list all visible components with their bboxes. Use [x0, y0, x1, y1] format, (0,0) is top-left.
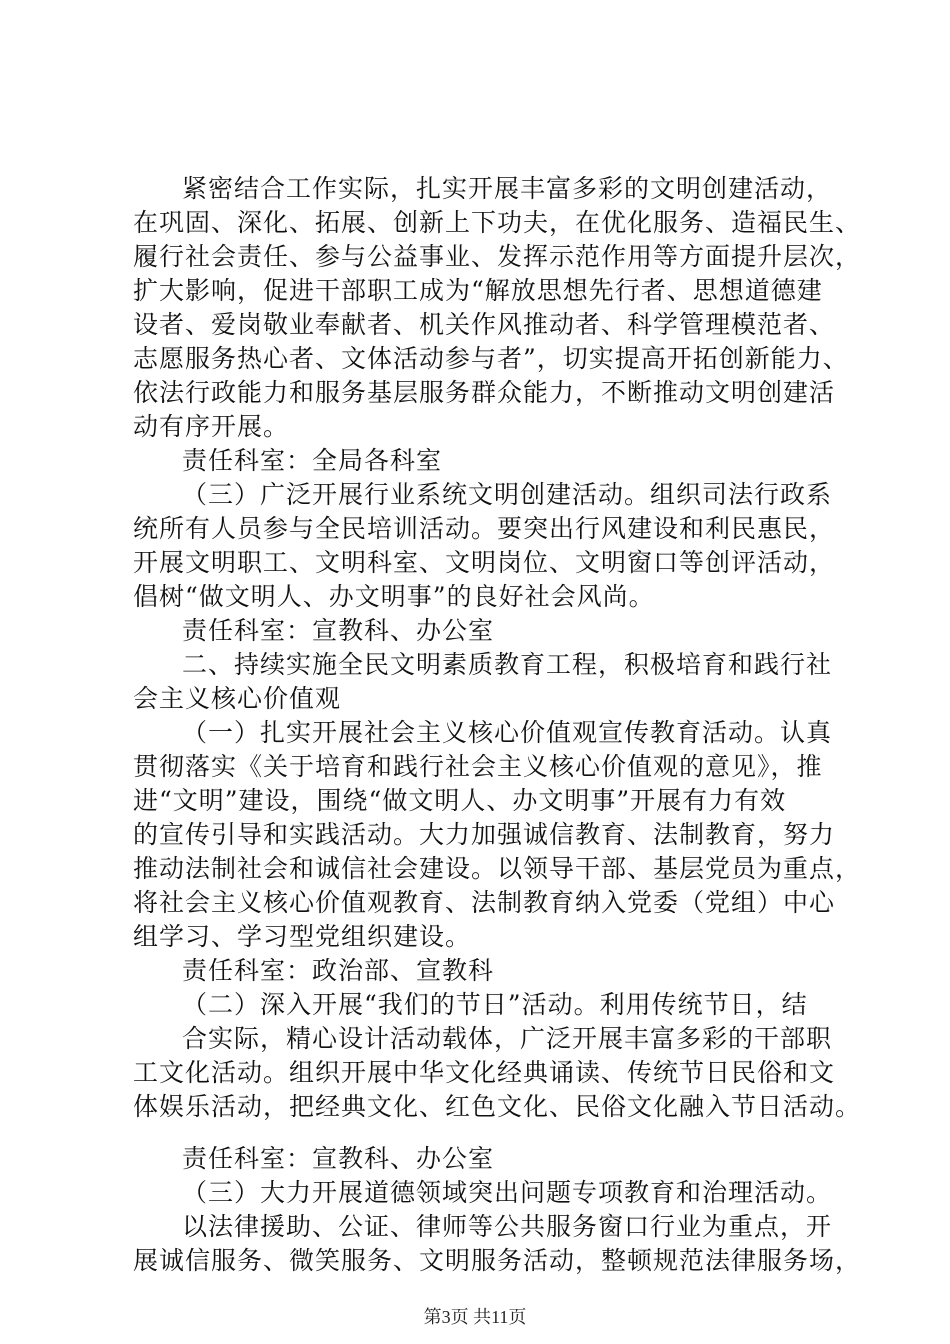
responsibility-line: 责任科室：政治部、宣教科 — [182, 956, 495, 985]
text-line: 依法行政能力和服务基层服务群众能力，不断推动文明创建活 — [133, 378, 836, 407]
section-heading: 二、持续实施全民文明素质教育工程，积极培育和践行社 — [182, 650, 833, 679]
text-line: 进“文明”建设，围绕“做文明人、办文明事”开展有力有效 — [133, 786, 787, 815]
responsibility-line: 责任科室：宣教科、办公室 — [182, 1144, 495, 1173]
text-line: 统所有人员参与全民培训活动。要突出行风建设和利民惠民， — [133, 514, 836, 543]
text-line: 体娱乐活动，把经典文化、红色文化、民俗文化融入节日活动。 — [133, 1092, 862, 1121]
text-line: 组学习、学习型党组织建设。 — [133, 922, 472, 951]
responsibility-line: 责任科室：全局各科室 — [182, 446, 443, 475]
page-footer: 第3页 共11页 — [423, 1307, 527, 1327]
text-line: 在巩固、深化、拓展、创新上下功夫，在优化服务、造福民生、 — [133, 208, 862, 237]
text-line: 以法律援助、公证、律师等公共服务窗口行业为重点，开 — [182, 1212, 833, 1241]
text-line: 合实际，精心设计活动载体，广泛开展丰富多彩的干部职 — [182, 1024, 833, 1053]
text-line: 将社会主义核心价值观教育、法制教育纳入党委（党组）中心 — [133, 888, 836, 917]
text-line: 动有序开展。 — [133, 412, 290, 441]
section-heading: （三）广泛开展行业系统文明创建活动。组织司法行政系 — [182, 480, 833, 509]
section-heading: （二）深入开展“我们的节日”活动。利用传统节日，结 — [182, 990, 808, 1019]
text-line: 履行社会责任、参与公益事业、发挥示范作用等方面提升层次， — [133, 242, 862, 271]
text-line: 志愿服务热心者、文体活动参与者”，切实提高开拓创新能力、 — [133, 344, 849, 373]
section-heading: （一）扎实开展社会主义核心价值观宣传教育活动。认真 — [182, 718, 833, 747]
text-line: 的宣传引导和实践活动。大力加强诚信教育、法制教育，努力 — [133, 820, 836, 849]
text-line: 设者、爱岗敬业奉献者、机关作风推动者、科学管理模范者、 — [133, 310, 836, 339]
text-line: 倡树“做文明人、办文明事”的良好社会风尚。 — [133, 582, 655, 611]
text-line: 开展文明职工、文明科室、文明岗位、文明窗口等创评活动， — [133, 548, 836, 577]
text-line: 扩大影响，促进干部职工成为“解放思想先行者、思想道德建 — [133, 276, 823, 305]
text-line: 会主义核心价值观 — [133, 684, 342, 713]
text-line: 紧密结合工作实际，扎实开展丰富多彩的文明创建活动， — [182, 174, 833, 203]
section-heading: （三）大力开展道德领域突出问题专项教育和治理活动。 — [182, 1178, 833, 1207]
text-line: 展诚信服务、微笑服务、文明服务活动，整顿规范法律服务场， — [133, 1246, 862, 1275]
text-line: 工文化活动。组织开展中华文化经典诵读、传统节日民俗和文 — [133, 1058, 836, 1087]
responsibility-line: 责任科室：宣教科、办公室 — [182, 616, 495, 645]
text-line: 贯彻落实《关于培育和践行社会主义核心价值观的意见》，推 — [133, 752, 823, 781]
text-line: 推动法制社会和诚信社会建设。以领导干部、基层党员为重点， — [133, 854, 862, 883]
